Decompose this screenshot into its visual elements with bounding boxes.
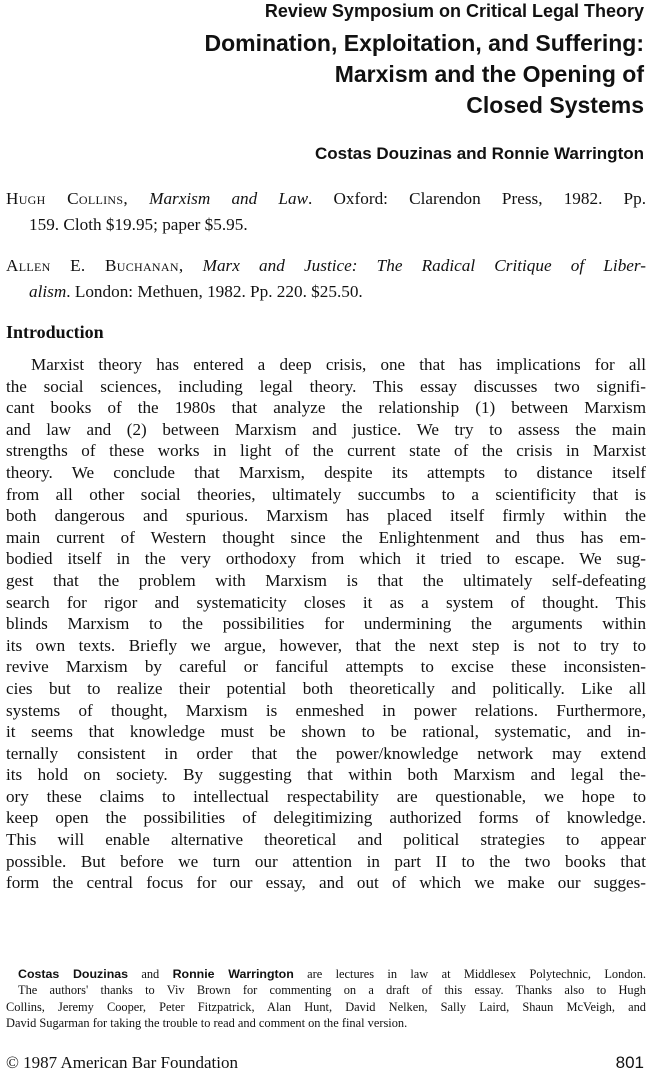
body-line: it seems that knowledge must be shown to be rational, systematic, and in- bbox=[6, 722, 646, 742]
section-heading: Introduction bbox=[6, 322, 104, 342]
body-line: possible. But before we turn our attention in part II to the two books that bbox=[6, 851, 646, 871]
footnote-line bbox=[6, 966, 646, 982]
footnote-affiliation: are lectures in law at Middlesex Polytechnic, London. bbox=[293, 967, 646, 981]
body-line: This will enable alternative theoretical and political strategies to appear bbox=[6, 830, 646, 850]
footnote-line: David Sugarman for taking the trouble to read and comment on the final version. bbox=[6, 1016, 408, 1031]
symposium-kicker: Review Symposium on Critical Legal Theory bbox=[264, 1, 644, 21]
reference-line: 159. Cloth $19.95; paper $5.95. bbox=[29, 215, 248, 234]
page-number: 801 bbox=[615, 1053, 644, 1072]
reference-author: Hugh Collins, bbox=[6, 189, 128, 208]
footnote-conjunction: and bbox=[128, 967, 173, 981]
body-line: cant books of the 1980s that analyze the relationship (1) between Marxism bbox=[6, 398, 646, 418]
body-line: cies but to realize their potential both theoretically and politically. Like all bbox=[6, 678, 646, 698]
body-line: bodied itself in the very orthodoxy from which it tried to escape. We sug- bbox=[6, 549, 646, 569]
body-line: ternally consistent in order that the power/knowledge network may extend bbox=[6, 743, 646, 763]
body-paragraph bbox=[6, 354, 646, 894]
reference-title-continued: alism bbox=[29, 282, 67, 301]
footnote-author-name: Costas Douzinas bbox=[18, 967, 129, 981]
body-line: both dangerous and spurious. Marxism has placed itself firmly within the bbox=[6, 506, 646, 526]
body-line: and law and (2) between Marxism and justice. We try to assess the main bbox=[6, 419, 646, 439]
body-line: theory. We conclude that Marxism, despite its attempts to distance itself bbox=[6, 462, 646, 482]
article-title bbox=[84, 28, 644, 121]
reference-line bbox=[6, 186, 646, 212]
body-line: ory these claims to intellectual respectability are questionable, we hope to bbox=[6, 786, 646, 806]
author-footnote bbox=[6, 966, 646, 1032]
body-line: keep open the possibilities of delegitimizing authorized forms of knowledge. bbox=[6, 808, 646, 828]
body-line: main current of Western thought since the Enlightenment and thus has em- bbox=[6, 527, 646, 547]
body-line: gest that the problem with Marxism is that the ultimately self-defeating bbox=[6, 570, 646, 590]
body-line: strengths of these works in light of the current state of the crisis in Marxist bbox=[6, 441, 646, 461]
body-line: revive Marxism by careful or fanciful attempts to excise these inconsisten- bbox=[6, 657, 646, 677]
body-line: its hold on society. By suggesting that within both Marxism and legal the- bbox=[6, 765, 646, 785]
body-line: systems of thought, Marxism is enmeshed in power relations. Furthermore, bbox=[6, 700, 646, 720]
body-line: search for rigor and systematicity closes it as a system of thought. This bbox=[6, 592, 646, 612]
body-line: form the central focus for our essay, and out of which we make our sugges- bbox=[6, 873, 646, 893]
copyright-notice: © 1987 American Bar Foundation bbox=[6, 1053, 238, 1072]
reference-details: . London: Methuen, 1982. Pp. 220. $25.50. bbox=[66, 282, 363, 301]
reference-title: Marx and Justice: The Radical Critique of Liber- bbox=[202, 256, 646, 275]
article-authors: Costas Douzinas and Ronnie Warrington bbox=[315, 144, 644, 163]
body-line: its own texts. Briefly we argue, however, that the next step is not to try to bbox=[6, 635, 646, 655]
footnote-line: Collins, Jeremy Cooper, Peter Fitzpatrick, Alan Hunt, David Nelken, Sally Laird, Shaun McVeigh, and bbox=[6, 999, 646, 1014]
reference-author: Allen E. Buchanan, bbox=[6, 256, 184, 275]
reviewed-book-collins bbox=[6, 186, 646, 238]
footnote-line: The authors' thanks to Viv Brown for commenting on a draft of this essay. Thanks also to Hugh bbox=[18, 983, 646, 998]
body-line: blinds Marxism to the possibilities for undermining the arguments within bbox=[6, 614, 646, 634]
reviewed-book-buchanan bbox=[6, 253, 646, 305]
body-line: the social sciences, including legal theory. This essay discusses two signifi- bbox=[6, 376, 646, 396]
title-line: Domination, Exploitation, and Suffering: bbox=[204, 30, 644, 56]
footnote-author-name: Ronnie Warrington bbox=[172, 967, 294, 981]
reference-line bbox=[6, 279, 646, 305]
title-line: Closed Systems bbox=[466, 92, 644, 118]
body-line: from all other social theories, ultimately succumbs to a scientificity that is bbox=[6, 484, 646, 504]
reference-title: Marxism and Law bbox=[149, 189, 309, 208]
title-line: Marxism and the Opening of bbox=[334, 61, 644, 87]
reference-details: . Oxford: Clarendon Press, 1982. Pp. bbox=[308, 189, 647, 208]
body-line: Marxist theory has entered a deep crisis, one that has implications for all bbox=[31, 355, 646, 374]
reference-line bbox=[6, 253, 646, 279]
